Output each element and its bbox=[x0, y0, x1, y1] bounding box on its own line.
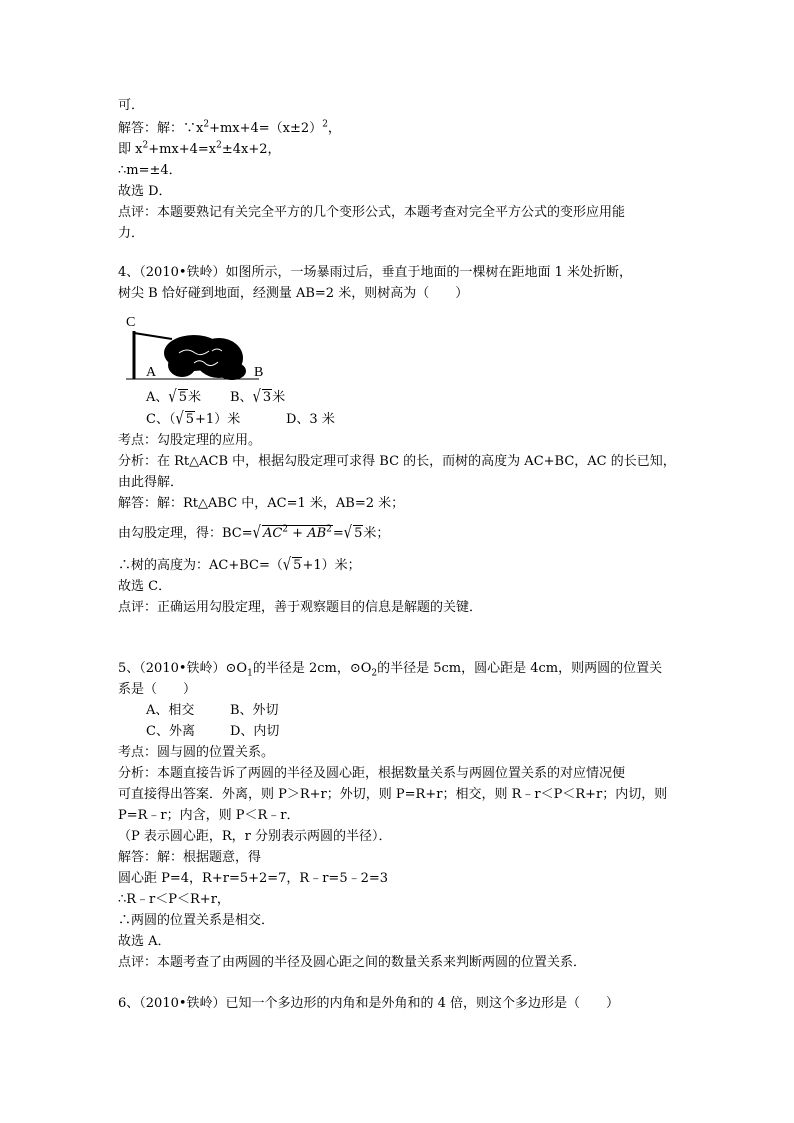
q5-analysis-4: （P 表示圆心距，R，r 分别表示两圆的半径）． bbox=[118, 829, 392, 844]
q5-topic: 考点：圆与圆的位置关系。 bbox=[118, 745, 275, 760]
q5-analysis-3: P=R﹣r；内含，则 P＜R﹣r． bbox=[118, 808, 300, 823]
q4-solution-height: ∴树的高度为：AC+BC=（√ 5+1）米； bbox=[118, 555, 361, 576]
tree-foliage bbox=[164, 335, 246, 380]
q4-analysis-1: 分析：在 Rt△ACB 中，根据勾股定理可求得 BC 的长，而树的高度为 AC+BC，AC 的长已知， bbox=[118, 454, 676, 469]
q5-solution-1: 解答：解：根据题意，得 bbox=[118, 850, 262, 865]
broken-top bbox=[134, 333, 172, 339]
answer-tail-line: 可． bbox=[118, 98, 145, 113]
q4-solution-formula: 由勾股定理，得：BC=√ $AC^2 + AB^2=√$ 5米； bbox=[118, 523, 390, 544]
solution-line-2: 即 $x^2+mx+4=x^2\pm 4x+2$， bbox=[118, 140, 281, 157]
comment-line-1: 点评：本题要熟记有关完全平方的几个变形公式，本题考查对完全平方公式的变形应用能 bbox=[118, 205, 626, 220]
q5-stem-2: 系是（ ） bbox=[118, 682, 197, 697]
q4-stem-1: 4、（2010•铁岭）如图所示，一场暴雨过后，垂直于地面的一棵树在距地面 1 米处折断， bbox=[118, 265, 633, 280]
solution-line-3: ∴m=±4． bbox=[118, 163, 182, 178]
broken-tree-svg bbox=[124, 313, 274, 383]
label-c: C bbox=[126, 315, 136, 330]
choice-line: 故选 D． bbox=[118, 184, 172, 199]
q5-stem-1: 5、（2010•铁岭）$⊙O_1$的半径是 2cm，$⊙O_2$的半径是 5cm，圆心距是 4cm，则两圆的位置关 bbox=[118, 661, 663, 679]
q4-topic: 考点：勾股定理的应用。 bbox=[118, 433, 262, 448]
q4-option-a: A、√ 5米 bbox=[146, 387, 201, 408]
q4-option-b: B、√ 3米 bbox=[230, 387, 286, 408]
q5-choice: 故选 A． bbox=[118, 934, 171, 949]
broken-tree-figure bbox=[124, 313, 274, 383]
q5-option-b: B、外切 bbox=[230, 703, 279, 718]
q4-stem-2: 树尖 B 恰好碰到地面，经测量 AB=2 米，则树高为（ ） bbox=[118, 286, 469, 301]
q5-solution-3: ∴R﹣r＜P＜R+r， bbox=[118, 892, 230, 907]
q6-stem: 6、（2010•铁岭）已知一个多边形的内角和是外角和的 4 倍，则这个多边形是（ ） bbox=[118, 996, 620, 1011]
solution-line-1: 解答：解：$\because x^2+mx+4=(x\pm 2)^2$， bbox=[118, 119, 341, 136]
q5-analysis-1: 分析：本题直接告诉了两圆的半径及圆心距，根据数量关系与两圆位置关系的对应情况便 bbox=[118, 766, 626, 781]
q5-option-c: C、外离 bbox=[146, 724, 195, 739]
q5-comment: 点评：本题考查了由两圆的半径及圆心距之间的数量关系来判断两圆的位置关系． bbox=[118, 955, 587, 970]
label-b: B bbox=[254, 365, 264, 380]
q5-option-a: A、相交 bbox=[146, 703, 195, 718]
q4-option-c: C、（√ 5+1）米 bbox=[146, 409, 241, 430]
q5-analysis-2: 可直接得出答案．外离，则 P＞R+r；外切，则 P=R+r；相交，则 R﹣r＜P＜R+r；内切，则 bbox=[118, 787, 668, 802]
q5-solution-4: ∴两圆的位置关系是相交． bbox=[118, 913, 275, 928]
q4-choice: 故选 C． bbox=[118, 579, 172, 594]
q5-solution-2: 圆心距 P=4，R+r=5+2=7，R﹣r=5﹣2=3 bbox=[118, 871, 389, 886]
q4-analysis-2: 由此得解． bbox=[118, 475, 184, 490]
comment-line-2: 力． bbox=[118, 226, 145, 241]
q4-solution-1: 解答：解：Rt△ABC 中，AC=1 米，AB=2 米； bbox=[118, 496, 405, 511]
q5-option-d: D、内切 bbox=[230, 724, 280, 739]
q4-option-d: D、3 米 bbox=[286, 412, 335, 427]
label-a: A bbox=[146, 365, 157, 380]
q4-comment: 点评：正确运用勾股定理，善于观察题目的信息是解题的关键． bbox=[118, 600, 483, 615]
